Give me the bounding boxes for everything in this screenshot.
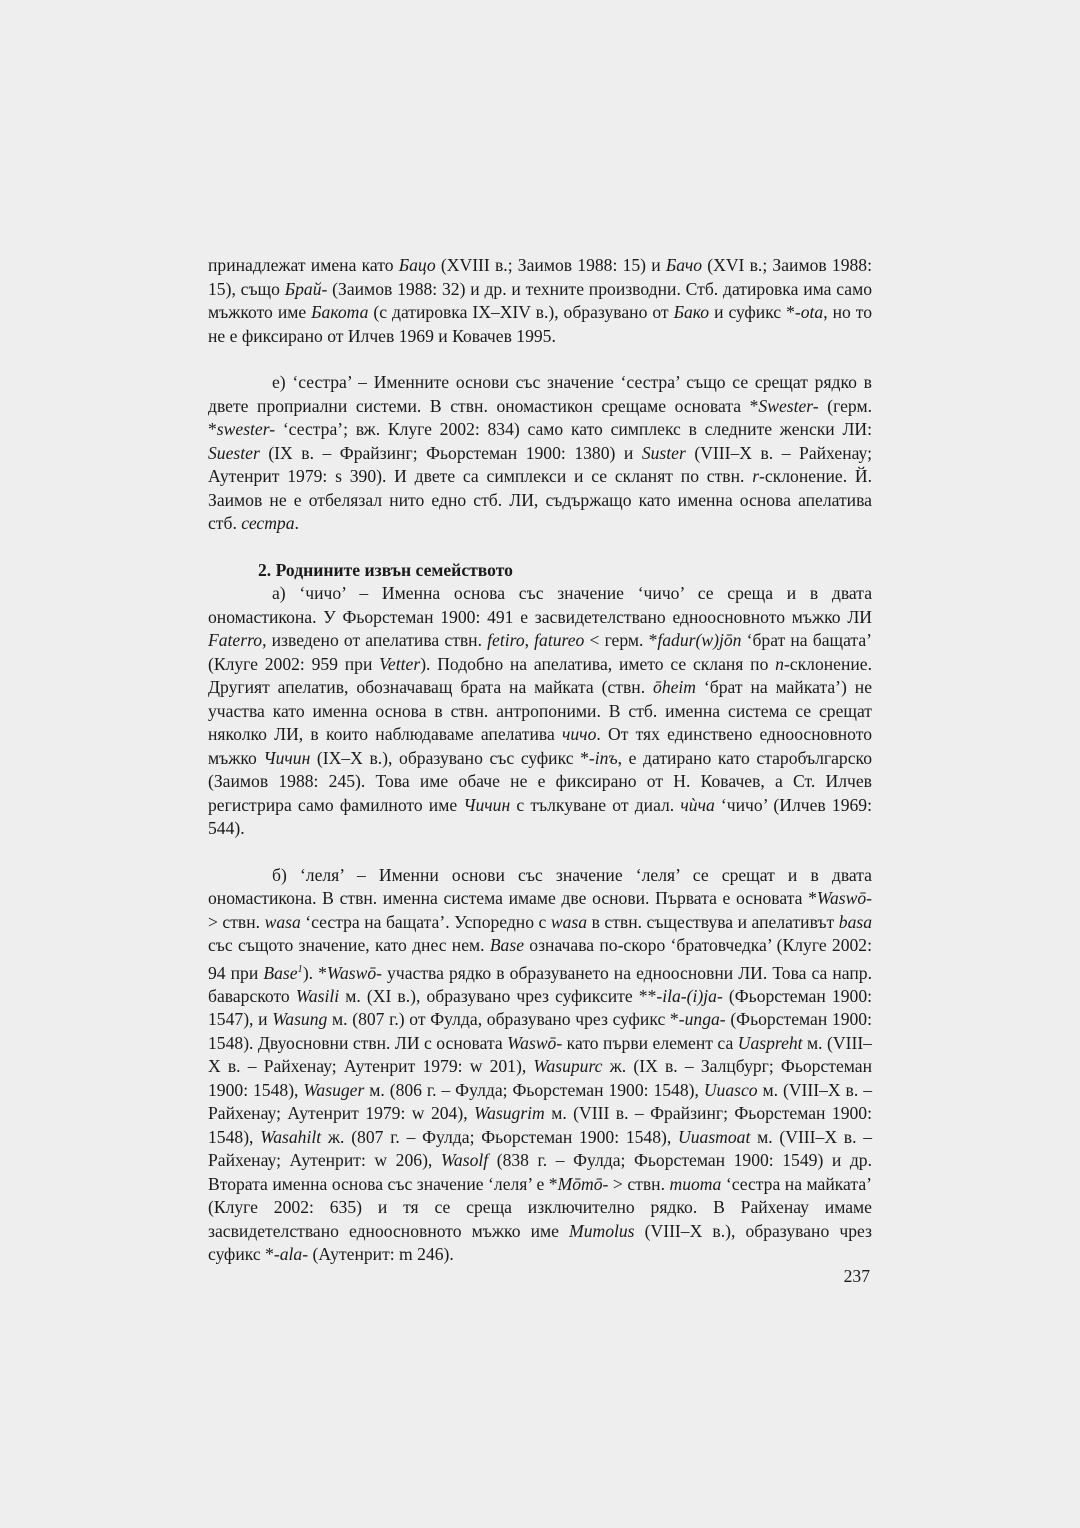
text-run: и суфикс *- (709, 302, 801, 322)
italic-term: fatureo (534, 630, 585, 650)
body-text (208, 254, 872, 1267)
text-run: . От тях единствено едноосновното мъжко (208, 724, 872, 768)
text-run: , (524, 630, 535, 650)
italic-term: fadur(w)jōn (657, 630, 742, 650)
italic-term: Wasahilt (260, 1126, 322, 1147)
text-run: . (294, 513, 299, 533)
italic-term: ila-(i)ja- (662, 985, 723, 1006)
text-run: (Фьорстеман 1900: 1548). Двуосновни ствн. ЛИ с основата (208, 1009, 872, 1053)
italic-term: inъ (594, 747, 618, 768)
italic-term: swester- (216, 419, 276, 439)
paragraph-sister (208, 371, 872, 536)
italic-term: fetiro (487, 630, 525, 650)
text-run: ‘сестра на майката’ (Клуге 2002: 635) и тя се среща изключително рядко. В Райхенау имаме засвидетелствано едноосновното мъжко име (208, 1173, 872, 1241)
text-run: ж. (IX в. – Залцбург; Фьорстеман 1900: 1548), (208, 1056, 872, 1100)
italic-term: Waswō- (326, 962, 382, 983)
italic-term: r (752, 466, 760, 486)
italic-term: Wasili (295, 985, 340, 1006)
italic-term: Waswō- (816, 888, 872, 908)
text-run: ж. (807 г. – Фулда; Фьорстеман 1900: 1548), (321, 1126, 679, 1147)
text-run: в ствн. съществува и апелативът (587, 911, 839, 932)
text-run: ). * (302, 962, 327, 983)
text-run: ‘брат на майката’) не участва като именна основа в ствн. антропоними. В стб. именна система се срещат няколко ЛИ, в които наблюдаваме апелатива (208, 677, 873, 744)
italic-term: Uaspreht (737, 1032, 803, 1053)
text-run: е) ‘сестра’ – Именните основи със значение ‘сестра’ също се срещат рядко в двете проприални системи. В ствн. ономастикон срещаме основата * (208, 372, 872, 416)
text-run: принадлежат имена като (208, 255, 399, 275)
text-run: б) ‘леля’ – Именни основи със значение ‘леля’ се срещат и в двата ономастикона. В ствн. именна система имаме две основи. Първата е основата * (208, 864, 872, 908)
text-run: м. (VIII–X в. – Райхенау; Аутенрит 1979: w 204), (208, 1079, 872, 1124)
italic-term: Swester- (758, 395, 819, 416)
text-run: ‘чичо’ (Илчев 1969: 544). (208, 794, 872, 838)
italic-term: muoma (669, 1173, 722, 1194)
text-run: а) ‘чичо’ – Именна основа със значение ‘чичо’ се среща и в двата ономастикона. У Фьорстеман 1900: 491 е засвидетелствано едноосновното мъжко ЛИ (208, 583, 872, 627)
italic-term: Бако (673, 302, 710, 322)
text-run: -склонение. Другият апелатив, обозначаващ брата на майката (ствн. (208, 653, 873, 697)
text-run: (Фьорстеман 1900: 1547), и (208, 985, 873, 1030)
italic-term: Чичин (463, 794, 511, 815)
text-run: (с датировка IX–XIV в.), образувано от (368, 302, 674, 322)
paragraph-uncle (208, 582, 872, 841)
italic-term: n (775, 653, 784, 674)
italic-term: Mumolus (569, 1220, 635, 1241)
italic-term: ōheim (653, 677, 697, 697)
italic-term: ota (800, 302, 824, 322)
text-run: със същото значение, като днес нем. (208, 935, 490, 955)
text-run: (IX в. – Фрайзинг; Фьорстеман 1900: 1380) и (259, 442, 642, 463)
text-run: м. (VIII в. – Фрайзинг; Фьорстеман 1900: 1548), (208, 1103, 872, 1147)
italic-term: Vetter (379, 653, 421, 674)
text-run: като първи елемент са (562, 1032, 738, 1053)
text-run: ). Подобно на апелатива, името се скланя по (420, 653, 776, 674)
page-number: 237 (843, 1266, 870, 1286)
text-run: (XVI в.; Заимов 1988: 15), също (208, 255, 872, 299)
text-run: > ствн. (208, 911, 265, 932)
text-run: участва рядко в образуването на едноосновни ЛИ. Това са напр. баварското (208, 962, 872, 1006)
text-run: (IX–X в.), образувано със суфикс *- (310, 747, 595, 768)
italic-term: Бацо (398, 255, 436, 275)
text-run: > ствн. (608, 1173, 670, 1194)
italic-term: Base (489, 935, 525, 955)
text-run: ‘сестра’; вж. Клуге 2002: 834) само като симплекс в следните женски ЛИ: (275, 419, 872, 439)
italic-term: Wasolf (440, 1150, 489, 1171)
italic-term: Faterro (208, 630, 263, 650)
text-run: < герм. * (584, 630, 658, 650)
italic-term: Uuasmoat (678, 1126, 751, 1147)
italic-term: ala- (279, 1244, 309, 1265)
italic-term: чичо (561, 724, 597, 744)
text-run: (838 г. – Фулда; Фьорстеман 1900: 1549) и др. Втората именна основа със значение ‘леля’ е * (208, 1150, 872, 1194)
italic-term: Suster (641, 442, 686, 463)
text-run: ‘брат на бащата’ (Клуге 2002: 959 при (208, 630, 872, 674)
italic-term: Бачо (665, 255, 703, 275)
section-heading (208, 559, 872, 583)
italic-term: Wasugrim (474, 1103, 545, 1124)
text-run: -склонение. Й. Заимов не е отбелязал нито едно стб. ЛИ, съдържащо като именна основа апелатива стб. (208, 466, 872, 533)
text-run: , е датирано като старобългарско (Заимов 1988: 245). Това име обаче не е фиксирано от Н. Ковачев, а Ст. Илчев регистрира само фамилното име (208, 747, 872, 815)
text-run: (герм. * (208, 395, 872, 439)
italic-term: wasa (264, 911, 301, 932)
text-run: м. (XI в.), образувано чрез суфиксите **- (339, 985, 663, 1006)
italic-term: Чичин (263, 747, 311, 768)
italic-term: unga- (684, 1009, 726, 1030)
paragraph-aunt (208, 864, 872, 1267)
paragraph-grandfather-names-end (208, 254, 872, 348)
text-run: означава по-скоро ‘братовчедка’ (Клуге 2002: 94 при (208, 935, 872, 983)
text-run: , но то не е фиксирано от Илчев 1969 и Ковачев 1995. (208, 302, 873, 346)
text-run: (VIII–X в.), образувано чрез суфикс *- (208, 1220, 872, 1265)
text-run: (XVIII в.; Заимов 1988: 15) и (435, 255, 666, 275)
text-run: (Заимов 1988: 32) и др. и техните производни. Стб. датировка има само мъжкото име (208, 278, 872, 322)
italic-term: Брай- (284, 278, 328, 299)
text-run: 2. Роднините извън семейството (258, 559, 513, 580)
italic-term: Waswō- (507, 1032, 563, 1053)
text-run: , изведено от апелатива ствн. (262, 630, 488, 650)
italic-term: сестра (241, 513, 295, 533)
text-run: м. (806 г. – Фулда; Фьорстеман 1900: 1548), (364, 1079, 704, 1100)
text-run: ‘сестра на бащата’. Успоредно с (300, 911, 551, 932)
italic-term: wasa (550, 911, 588, 932)
italic-term: Suester (208, 442, 260, 463)
text-run: с тълкуване от диал. (510, 794, 681, 815)
italic-term: Mōmō- (557, 1173, 609, 1194)
italic-term: Uuasco (703, 1079, 758, 1100)
text-run: м. (VIII–X в. – Райхенау; Аутенрит: w 206), (208, 1126, 873, 1171)
italic-term: чѝча (680, 794, 715, 815)
italic-term: Wasupurc (533, 1056, 603, 1077)
text-run: м. (807 г.) от Фулда, образувано чрез суфикс *- (327, 1009, 685, 1030)
text-run: (Аутенрит: m 246). (308, 1244, 454, 1265)
text-run: (VIII–X в. – Райхенау; Аутенрит 1979: s 390). И двете са симплекси и се скланят по ствн. (208, 442, 873, 486)
italic-term: basa (838, 911, 873, 932)
italic-term: 1 (297, 963, 303, 975)
italic-term: Wasung (272, 1009, 328, 1030)
text-run: м. (VIII–X в. – Райхенау; Аутенрит 1979: w 201), (208, 1032, 872, 1077)
italic-term: Wasuger (303, 1079, 365, 1100)
italic-term: Base (263, 962, 298, 983)
italic-term: Бакота (311, 302, 369, 322)
